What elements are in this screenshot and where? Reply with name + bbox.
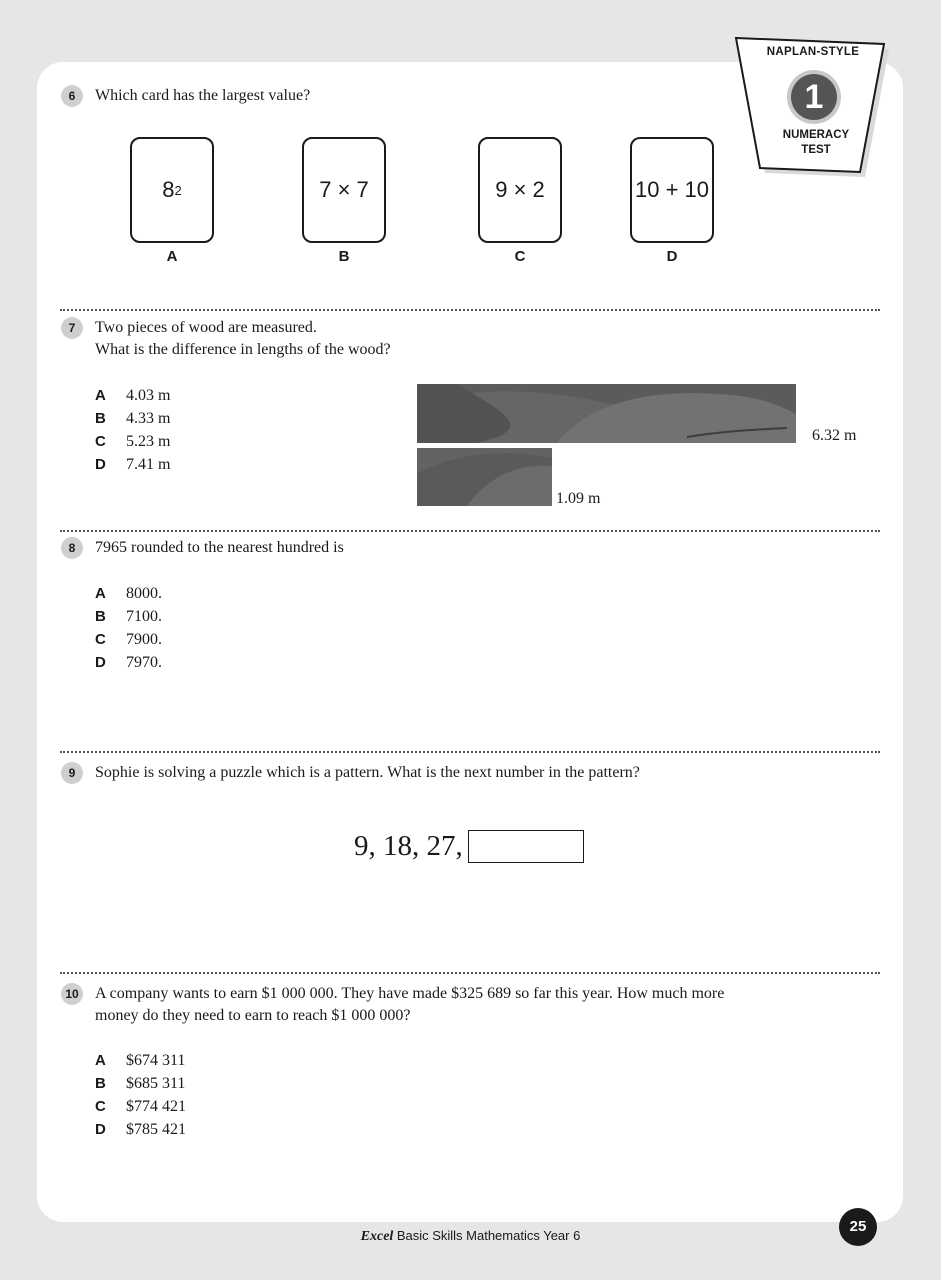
long-wood-plank [417,384,796,443]
option-letter: B [95,608,106,625]
q7-option-c[interactable] [95,430,170,453]
option-letter: D [95,1121,106,1138]
card-a-label: A [166,248,178,265]
question-9-text: Sophie is solving a puzzle which is a pattern. What is the next number in the pattern? [95,764,640,781]
option-text: $785 421 [126,1121,186,1138]
divider [60,972,880,974]
short-wood-length: 1.09 m [556,490,601,507]
card-b-expression: 7 × 7 [319,177,369,202]
question-7-line2: What is the difference in lengths of the wood? [95,341,391,358]
divider [60,751,880,753]
badge-subtitle-line2: TEST [801,144,831,156]
option-text: 7.41 m [126,456,171,473]
card-c[interactable] [478,137,562,243]
question-7-line1: Two pieces of wood are measured. [95,319,317,336]
card-a-exponent: 2 [174,182,182,198]
q7-option-d[interactable] [95,453,170,476]
q10-option-b[interactable] [95,1072,185,1095]
q10-option-c[interactable] [95,1095,186,1118]
number-pattern: 9, 18, 27, [354,830,463,862]
question-10-line1: A company wants to earn $1 000 000. They have made $325 689 so far this year. How much more [95,985,725,1002]
long-wood-length: 6.32 m [812,427,857,444]
question-number-7: 7 [61,317,83,339]
q10-option-d[interactable] [95,1118,186,1141]
option-text: 7970. [126,654,162,671]
option-letter: D [95,654,106,671]
divider [60,530,880,532]
badge-title: NAPLAN-STYLE [766,46,860,58]
q8-option-b[interactable] [95,605,162,628]
option-text: $774 421 [126,1098,186,1115]
option-letter: C [95,433,106,450]
option-text: 4.03 m [126,387,171,404]
page-number: 25 [839,1208,877,1246]
option-letter: A [95,1052,106,1069]
question-number-8: 8 [61,537,83,559]
footer-title: Basic Skills Mathematics Year 6 [396,1228,581,1243]
option-letter: A [95,585,106,602]
option-text: 4.33 m [126,410,171,427]
question-8-text: 7965 rounded to the nearest hundred is [95,539,344,556]
option-text: 7900. [126,631,162,648]
badge-number: 1 [804,78,824,116]
option-letter: B [95,1075,106,1092]
option-letter: D [95,456,106,473]
question-10-text [95,983,724,1027]
option-text: $685 311 [126,1075,186,1092]
badge-subtitle-line1: NUMERACY [782,129,850,141]
option-letter: A [95,387,106,404]
question-number-6: 6 [61,85,83,107]
option-text: 5.23 m [126,433,171,450]
card-a-base: 8 [162,177,175,202]
question-6-text: Which card has the largest value? [95,87,311,104]
q8-option-a[interactable] [95,582,162,605]
option-text: 7100. [126,608,162,625]
option-letter: C [95,1098,106,1115]
option-text: 8000. [126,585,162,602]
question-number-10: 10 [61,983,83,1005]
option-letter: B [95,410,106,427]
q7-option-b[interactable] [95,407,170,430]
q7-option-a[interactable] [95,384,170,407]
badge-subtitle [762,128,870,158]
option-letter: C [95,631,106,648]
card-a[interactable] [130,137,214,243]
question-7-text [95,317,391,361]
q10-option-a[interactable] [95,1049,185,1072]
footer [0,1228,941,1245]
question-10-line2: money do they need to earn to reach $1 000 000? [95,1007,411,1024]
footer-brand: Excel [360,1229,394,1244]
q8-option-d[interactable] [95,651,162,674]
card-d-label: D [666,248,678,265]
card-b-label: B [338,248,350,265]
question-number-9: 9 [61,762,83,784]
naplan-badge [734,36,892,178]
answer-box[interactable] [468,830,584,863]
card-d-expression: 10 + 10 [634,177,709,202]
option-text: $674 311 [126,1052,186,1069]
card-d[interactable] [630,137,714,243]
card-c-label: C [514,248,526,265]
q8-option-c[interactable] [95,628,162,651]
card-b[interactable] [302,137,386,243]
card-c-expression: 9 × 2 [495,177,545,202]
divider [60,309,880,311]
short-wood-plank [417,448,552,506]
